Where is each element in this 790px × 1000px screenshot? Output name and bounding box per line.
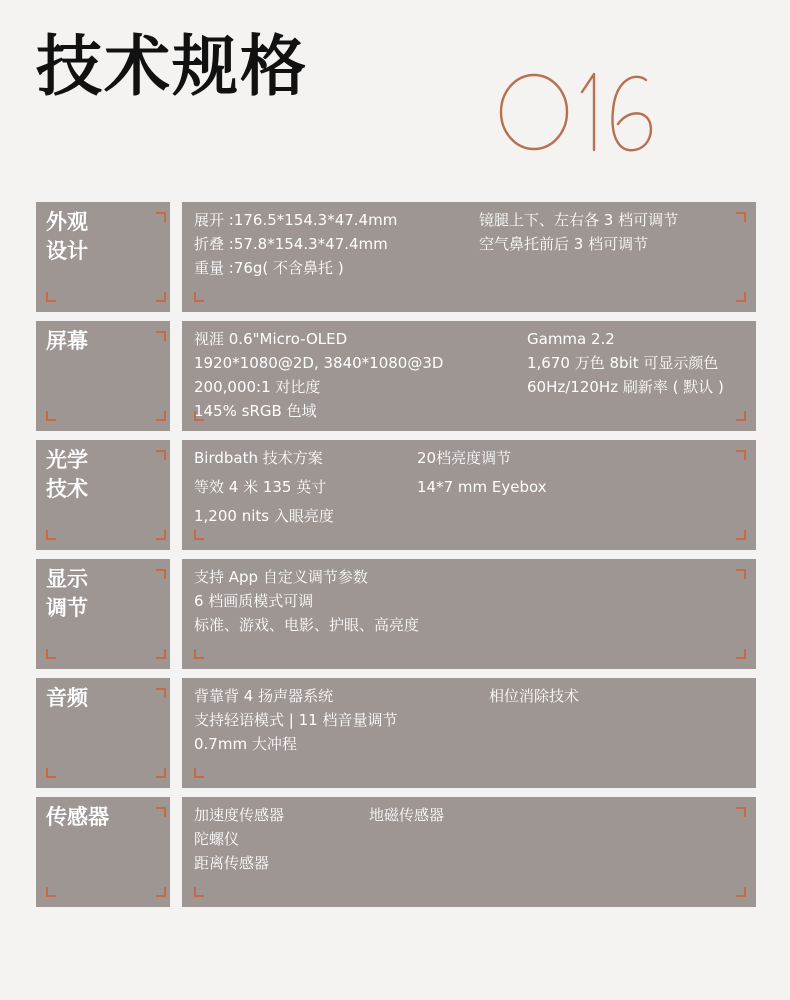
spec-item: 距离传感器 [194,854,270,872]
category-cell [36,440,170,550]
corner-mark [46,649,56,659]
page-title: 技术规格 [36,28,308,105]
spec-item: 0.7mm 大冲程 [194,735,297,753]
spec-item: 相位消除技术 [489,687,580,705]
spec-item: Gamma 2.2 [527,330,615,348]
corner-mark [736,887,746,897]
corner-mark [156,450,166,460]
detail-cell [182,559,756,669]
spec-item: 标准、游戏、电影、护眼、高亮度 [194,616,420,634]
spec-item: 加速度传感器 [194,806,285,824]
spec-item: 145% sRGB 色域 [194,402,317,420]
spec-item: 1,670 万色 8bit 可显示颜色 [527,354,719,372]
category-label: 光学 技术 [46,448,88,501]
category-cell [36,559,170,669]
spec-item: 1,200 nits 入眼亮度 [194,507,334,525]
spec-item: 等效 4 米 135 英寸 [194,478,327,496]
spec-item: 陀螺仪 [194,830,240,848]
spec-row-appearance [36,202,756,312]
spec-row-sensors [36,797,756,907]
corner-mark [736,212,746,222]
corner-mark [156,530,166,540]
spec-item: 重量 :76g( 不含鼻托 ) [194,259,344,277]
spec-item: 背靠背 4 扬声器系统 [194,687,334,705]
corner-mark [194,292,204,302]
corner-mark [156,292,166,302]
category-label: 传感器 [46,805,109,829]
spec-item: 6 档画质模式可调 [194,592,314,610]
category-label: 音频 [46,686,88,710]
logo-digit-1 [582,74,594,150]
corner-mark [156,807,166,817]
spec-item: 视涯 0.6"Micro-OLED [194,330,348,348]
spec-row-audio [36,678,756,788]
spec-item: 200,000:1 对比度 [194,378,321,396]
category-cell [36,678,170,788]
corner-mark [736,411,746,421]
corner-mark [736,649,746,659]
category-cell [36,797,170,907]
spec-row-display-adjust [36,559,756,669]
corner-mark [194,411,204,421]
detail-cell [182,797,756,907]
spec-item: 1920*1080@2D, 3840*1080@3D [194,354,444,372]
spec-item: 地磁传感器 [369,806,445,824]
corner-mark [736,530,746,540]
corner-mark [736,807,746,817]
corner-mark [156,331,166,341]
corner-mark [156,887,166,897]
spec-item: 20档亮度调节 [417,449,512,467]
category-label: 外观 设计 [46,210,88,263]
category-cell [36,321,170,431]
spec-row-optics [36,440,756,550]
logo-digit-6 [613,77,651,150]
corner-mark [46,887,56,897]
corner-mark [156,411,166,421]
corner-mark [46,530,56,540]
spec-item: 镜腿上下、左右各 3 档可调节 [479,211,679,229]
detail-cell [182,440,756,550]
model-logo [496,70,666,156]
detail-cell [182,202,756,312]
corner-mark [156,688,166,698]
corner-mark [156,768,166,778]
corner-mark [46,411,56,421]
category-cell [36,202,170,312]
corner-mark [156,569,166,579]
corner-mark [194,768,204,778]
spec-item: 14*7 mm Eyebox [417,478,547,496]
corner-mark [736,569,746,579]
spec-item: 空气鼻托前后 3 档可调节 [479,235,649,253]
category-label: 屏幕 [46,329,88,353]
corner-mark [736,450,746,460]
spec-item: 支持 App 自定义调节参数 [194,568,368,586]
detail-cell [182,678,756,788]
corner-mark [156,649,166,659]
spec-row-screen [36,321,756,431]
spec-item: 折叠 :57.8*154.3*47.4mm [194,235,388,253]
corner-mark [194,649,204,659]
category-label: 显示 调节 [46,567,88,620]
detail-cell [182,321,756,431]
corner-mark [46,768,56,778]
logo-letter-o [501,75,567,149]
corner-mark [194,887,204,897]
corner-mark [736,292,746,302]
spec-item: Birdbath 技术方案 [194,449,323,467]
corner-mark [194,530,204,540]
spec-item: 展开 :176.5*154.3*47.4mm [194,211,398,229]
corner-mark [156,212,166,222]
spec-item: 支持轻语模式 | 11 档音量调节 [194,711,398,729]
spec-item: 60Hz/120Hz 刷新率 ( 默认 ) [527,378,724,396]
corner-mark [46,292,56,302]
